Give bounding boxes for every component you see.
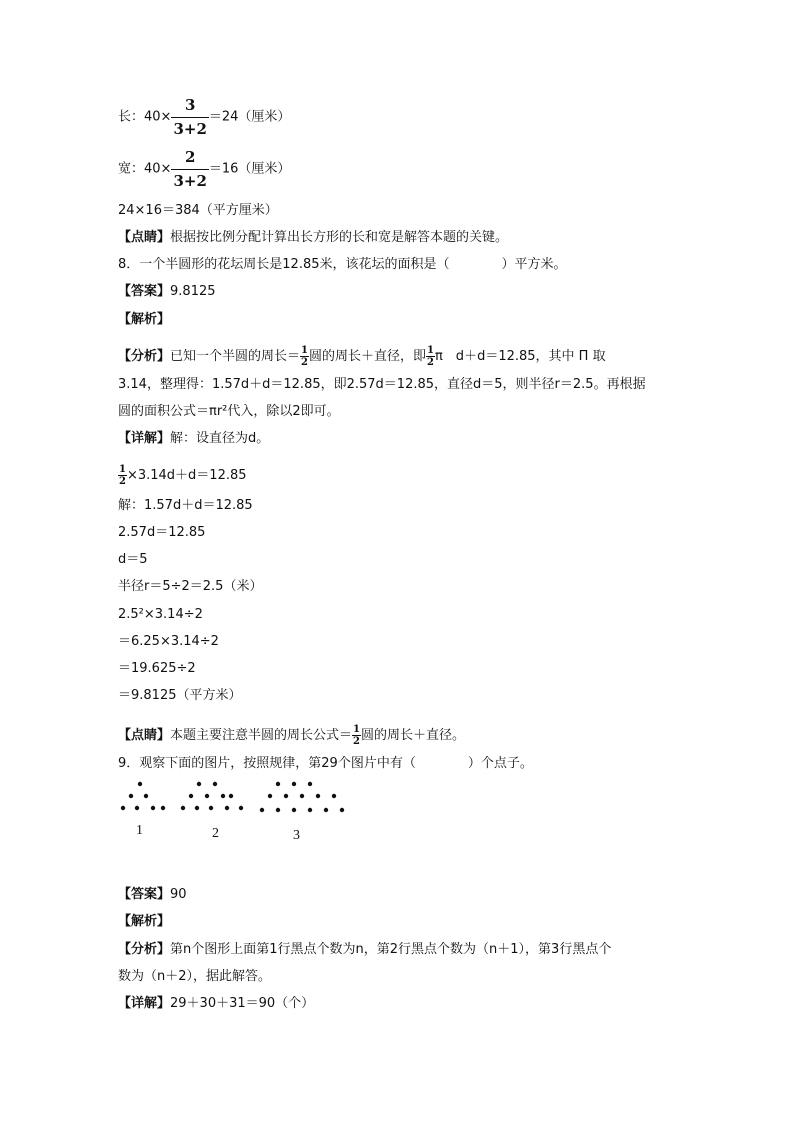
fraction-denominator: 2 xyxy=(301,357,308,368)
q9-answer xyxy=(118,886,187,904)
q8-eq9: ＝9.8125（平方米） xyxy=(118,688,242,703)
tip-text: 圆的周长＋直径。 xyxy=(361,728,466,743)
equation-text: ×3.14d＋d＝12.85 xyxy=(126,468,247,483)
q9-analysis-label: 【解析】 xyxy=(118,914,171,929)
fraction-denominator: 3+2 xyxy=(171,117,208,138)
q8-eq2: 解：1.57d＋d＝12.85 xyxy=(118,498,253,513)
tip-label: 【点睛】 xyxy=(118,230,171,245)
q8-fenxi-line3: 圆的面积公式＝πr²代入，除以2即可。 xyxy=(118,404,340,419)
answer-label: 【答案】 xyxy=(118,284,171,299)
fraction-numerator: 1 xyxy=(353,724,360,735)
q8-eq3: 2.57d＝12.85 xyxy=(118,525,206,540)
fraction-numerator: 3 xyxy=(184,96,196,114)
q8-analysis-label: 【解析】 xyxy=(118,312,171,327)
fraction-denominator: 2 xyxy=(427,357,434,368)
detail-label: 【详解】 xyxy=(118,996,171,1011)
fenxi-text: 第n个图形上面第1行黑点个数为n，第2行黑点个数为（n＋1），第3行黑点个 xyxy=(170,942,612,957)
detail-label: 【详解】 xyxy=(118,431,171,446)
q9-fenxi-line1 xyxy=(118,941,611,959)
area-calc: 24×16＝384（平方厘米） xyxy=(118,203,278,218)
fenxi-text: 圆的周长＋直径，即 xyxy=(309,349,427,364)
fraction-numerator: 1 xyxy=(119,464,126,475)
fenxi-label: 【分析】 xyxy=(118,349,171,364)
q9-question: 9．观察下面的图片，按照规律，第29个图片中有（ ）个点子。 xyxy=(118,756,533,771)
q8-eq6: 2.5²×3.14÷2 xyxy=(118,607,203,622)
detail-text: 29＋30＋31＝90（个） xyxy=(170,996,315,1011)
figure-label-1: 1 xyxy=(136,823,143,838)
fraction-denominator: 3+2 xyxy=(171,169,208,190)
figure-3-dots xyxy=(260,782,344,812)
fraction-denominator: 2 xyxy=(353,736,360,747)
fenxi-label: 【分析】 xyxy=(118,942,171,957)
figure-1-dots xyxy=(121,782,165,810)
fenxi-text: 已知一个半圆的周长＝ xyxy=(170,349,301,364)
q9-fenxi-line2: 数为（n＋2），据此解答。 xyxy=(118,969,272,984)
q8-question: 8．一个半圆形的花坛周长是12.85米，该花坛的面积是（ ）平方米。 xyxy=(118,257,567,272)
fraction-numerator: 1 xyxy=(301,345,308,356)
answer-label: 【答案】 xyxy=(118,887,171,902)
detail-text: 解：设直径为d。 xyxy=(170,431,270,446)
q8-fenxi-line2: 3.14，整理得：1.57d＋d＝12.85，即2.57d＝12.85，直径d＝5，则半径r＝2.5。再根据 xyxy=(118,377,646,392)
fenxi-text: π d＋d＝12.85，其中 Π 取 xyxy=(434,349,606,364)
tip-label: 【点睛】 xyxy=(118,728,171,743)
figure-label-3: 3 xyxy=(293,828,300,843)
width-result: ＝16（厘米） xyxy=(208,161,291,177)
q8-eq7: ＝6.25×3.14÷2 xyxy=(118,634,219,649)
tip-text: 本题主要注意半圆的周长公式＝ xyxy=(170,728,353,743)
fraction-denominator: 2 xyxy=(119,476,126,487)
q9-detail xyxy=(118,995,314,1013)
answer-value: 9.8125 xyxy=(170,284,216,299)
fraction-numerator: 1 xyxy=(427,345,434,356)
width-prefix: 宽：40× xyxy=(118,161,172,177)
length-result: ＝24（厘米） xyxy=(208,109,291,125)
length-prefix: 长：40× xyxy=(118,109,172,125)
figure-2-dots xyxy=(181,782,243,810)
answer-value: 90 xyxy=(170,887,187,902)
tip-text: 根据按比例分配计算出长方形的长和宽是解答本题的关键。 xyxy=(170,230,509,245)
q8-eq4: d＝5 xyxy=(118,552,148,567)
q8-eq8: ＝19.625÷2 xyxy=(118,661,196,676)
figure-label-2: 2 xyxy=(212,826,219,841)
q8-eq5: 半径r＝5÷2＝2.5（米） xyxy=(118,579,263,594)
fraction-numerator: 2 xyxy=(184,148,196,166)
